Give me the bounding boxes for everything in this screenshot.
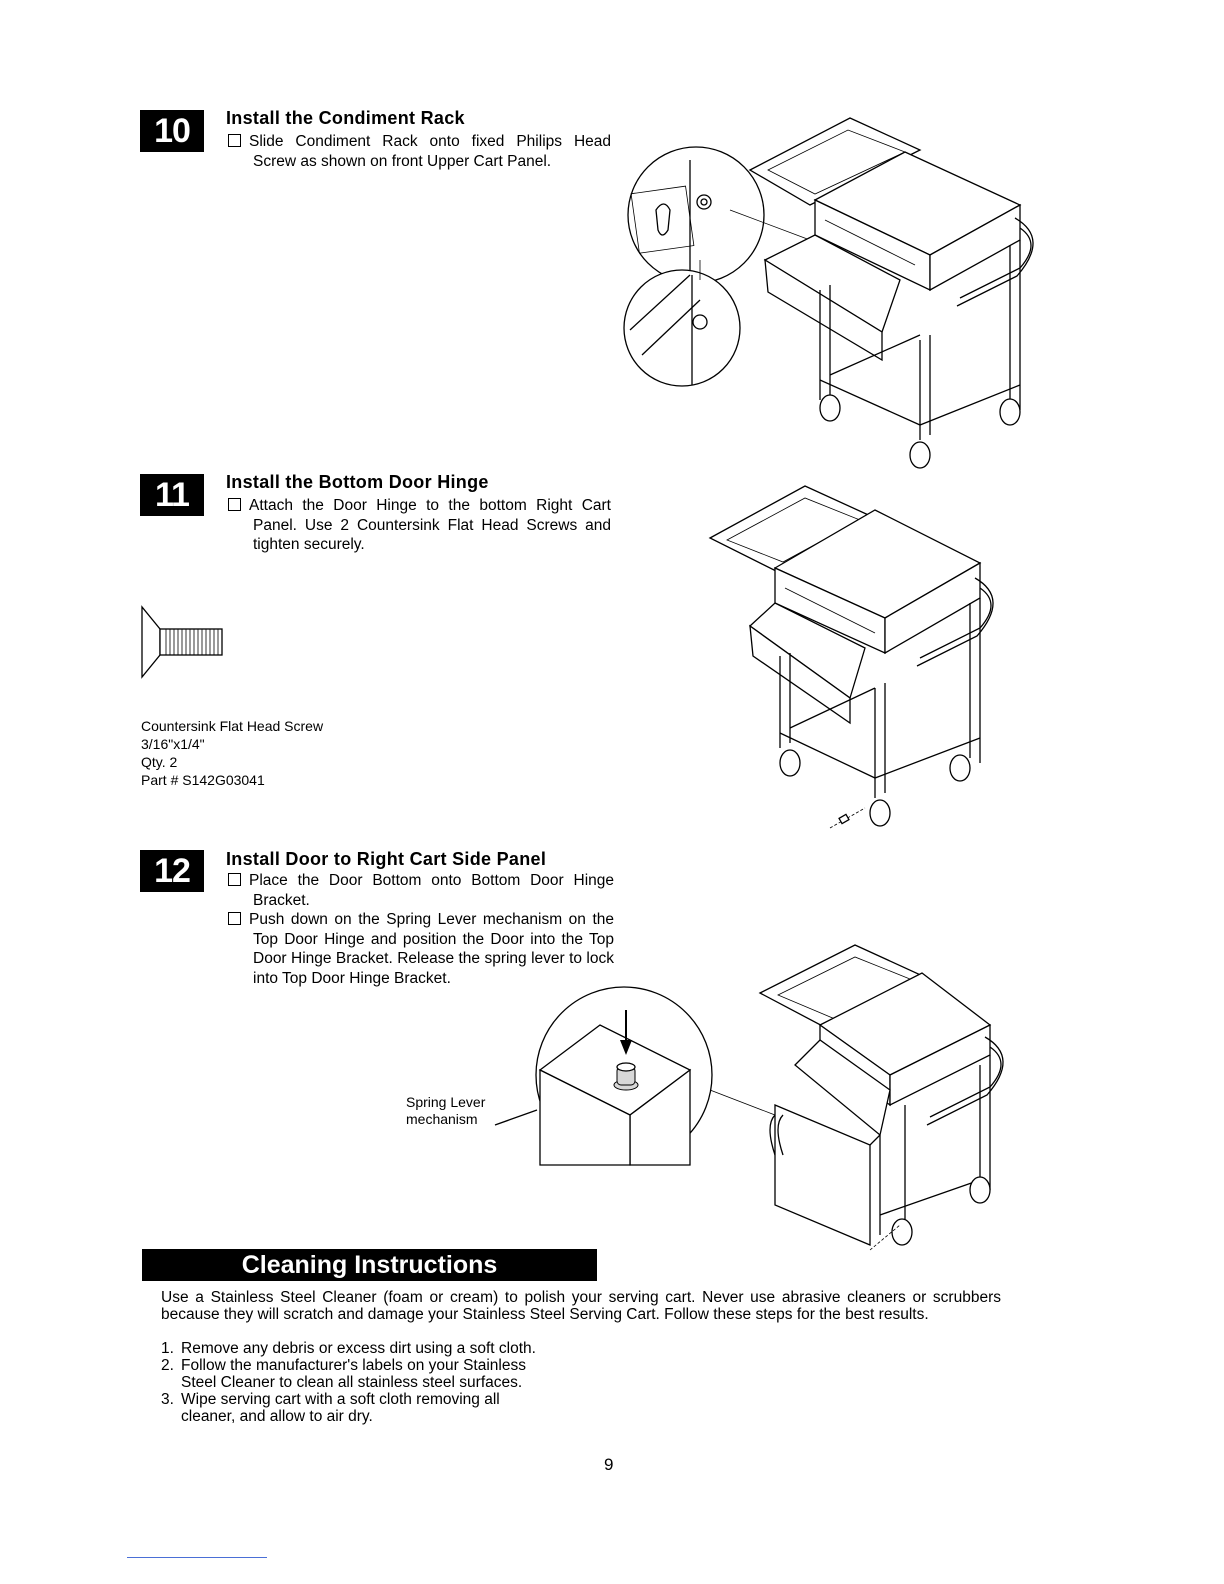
step-11-title: Install the Bottom Door Hinge (226, 472, 489, 492)
step-12-bullet-2 (228, 910, 614, 988)
checkbox-icon (228, 498, 241, 511)
list-item-number: 3. (161, 1391, 174, 1408)
step-12-title: Install Door to Right Cart Side Panel (226, 849, 547, 869)
step-10-title: Install the Condiment Rack (226, 108, 465, 128)
list-item-text: Wipe serving cart with a soft cloth removing all cleaner, and allow to air dry. (181, 1391, 500, 1425)
cleaning-instructions-banner: Cleaning Instructions (142, 1249, 597, 1281)
list-item (161, 1391, 541, 1425)
condiment-rack-illustration (620, 110, 1050, 475)
list-item (161, 1357, 541, 1391)
cleaning-intro: Use a Stainless Steel Cleaner (foam or cream) to polish your serving cart. Never use abrasive cleaners or scrubbers because they will scratch and damage your Stainless Steel Serving Cart. Follow these steps for the best results. (161, 1289, 1001, 1323)
step-12-number: 12 (140, 850, 204, 892)
step-10-bullet-text: Slide Condiment Rack onto fixed Philips Head Screw as shown on front Upper Cart Panel. (249, 133, 611, 170)
screw-size: 3/16"x1/4" (141, 736, 205, 752)
door-hinge-illustration (705, 478, 1005, 838)
step-11-bullet-text: Attach the Door Hinge to the bottom Right Cart Panel. Use 2 Countersink Flat Head Screws and tighten securely. (249, 497, 611, 553)
page-number: 9 (604, 1455, 614, 1474)
list-item-number: 1. (161, 1340, 174, 1357)
checkbox-icon (228, 912, 241, 925)
screw-name: Countersink Flat Head Screw (141, 718, 324, 734)
callout-spring-lever: Spring Lever (406, 1094, 486, 1110)
checkbox-icon (228, 134, 241, 147)
step-11-number: 11 (140, 474, 204, 516)
door-install-illustration (490, 985, 1050, 1255)
list-item-text: Remove any debris or excess dirt using a soft cloth. (181, 1340, 536, 1357)
screw-part-number: Part # S142G03041 (141, 772, 265, 788)
list-item (161, 1340, 541, 1357)
callout-mechanism: mechanism (406, 1111, 478, 1127)
cleaning-steps-list (161, 1340, 541, 1425)
list-item-number: 2. (161, 1357, 174, 1374)
step-12-bullet-1-text: Place the Door Bottom onto Bottom Door Hinge Bracket. (249, 872, 614, 909)
step-12-bullet-1 (228, 871, 614, 910)
footer-divider (127, 1557, 267, 1558)
step-11-bullet (228, 496, 611, 555)
screw-qty: Qty. 2 (141, 754, 178, 770)
step-10-number: 10 (140, 110, 204, 152)
checkbox-icon (228, 873, 241, 886)
step-10-bullet (228, 132, 611, 171)
countersink-screw-illustration (140, 605, 230, 680)
step-12-bullet-2-text: Push down on the Spring Lever mechanism on the Top Door Hinge and position the Door into the Top Door Hinge Bracket. Release the spring lever to lock into Top Door Hinge Bracket. (249, 911, 614, 987)
list-item-text: Follow the manufacturer's labels on your Stainless Steel Cleaner to clean all stainless steel surfaces. (181, 1357, 526, 1391)
